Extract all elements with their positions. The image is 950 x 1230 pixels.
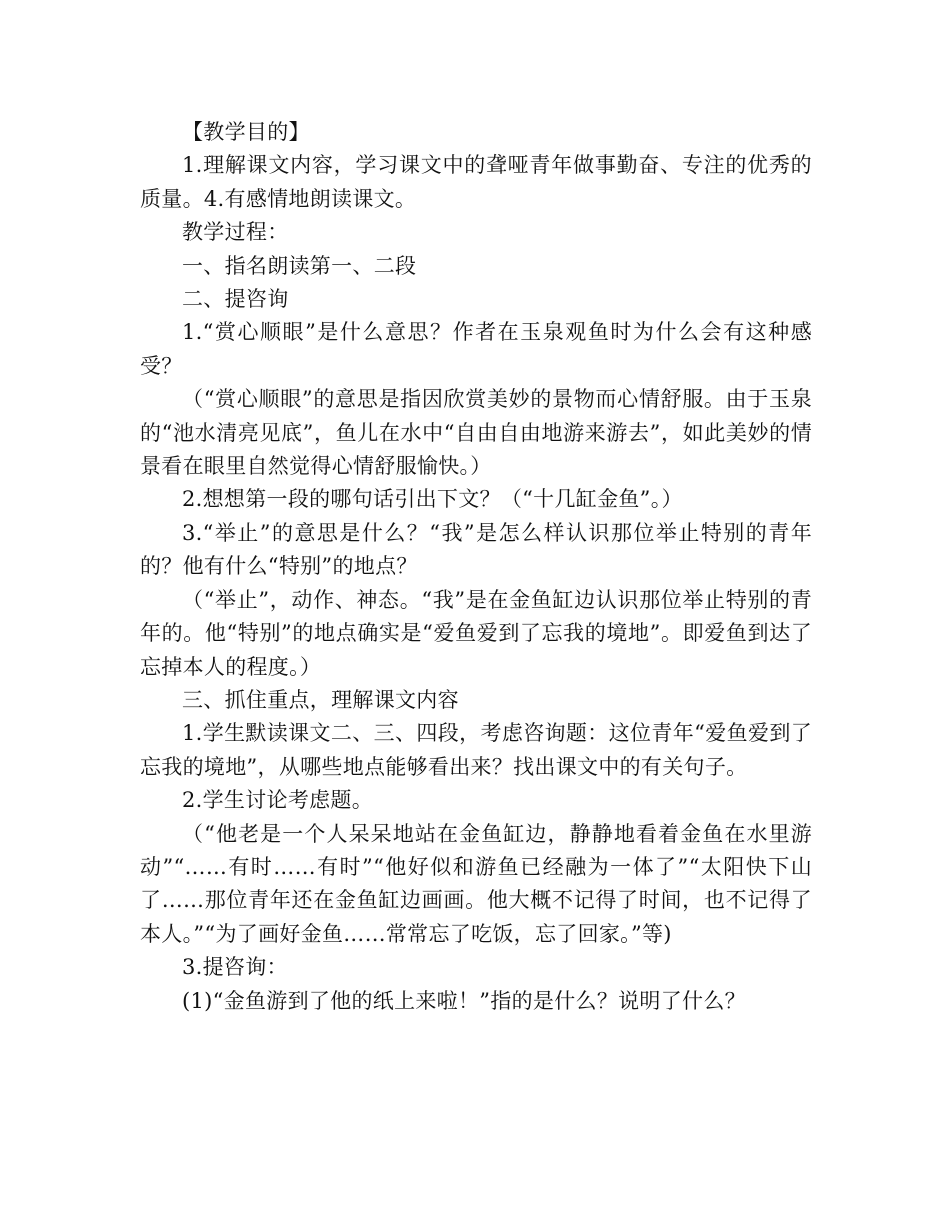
question-paragraph: 1.“赏心顺眼”是什么意思？作者在玉泉观鱼时为什么会有这种感受？ — [140, 320, 812, 378]
section-heading-objectives: 【教学目的】 — [182, 120, 310, 144]
answer-paragraph: （“他老是一个人呆呆地站在金鱼缸边，静静地看着金鱼在水里游动”“……有时……有时”“他好似和游鱼已经融为一体了”“太阳快下山了……那位青年还在金鱼缸边画画。他大概不记得了时间，也不记得了本人。”“为了画好金鱼……常常忘了吃饭，忘了回家。”等) — [140, 821, 813, 946]
paragraph: 3.提咨询： — [182, 955, 288, 980]
step-heading: 一、指名朗读第一、二段 — [182, 253, 417, 278]
question-paragraph: 2.想想第一段的哪句话引出下文？（“十几缸金鱼”。） — [182, 487, 683, 512]
document-body — [140, 116, 812, 1018]
question-paragraph: (1)“金鱼游到了他的纸上来啦！”指的是什么？说明了什么？ — [182, 988, 746, 1013]
answer-paragraph: （“赏心顺眼”的意思是指因欣赏美妙的景物而心情舒服。由于玉泉的“池水清亮见底”，鱼儿在水中“自由自由地游来游去”，如此美妙的情景看在眼里自然觉得心情舒服愉快。） — [140, 387, 812, 479]
step-heading: 三、抓住重点，理解课文内容 — [182, 687, 459, 712]
paragraph: 2.学生讨论考虑题。 — [182, 788, 374, 813]
paragraph: 1.学生默读课文二、三、四段，考虑咨询题：这位青年“爱鱼爱到了忘我的境地”，从哪些地点能够看出来？找出课文中的有关句子。 — [140, 721, 812, 779]
answer-paragraph: （“举止”，动作、神态。“我”是在金鱼缸边认识那位举止特别的青年的。他“特别”的地点确实是“爱鱼爱到了忘我的境地”。即爱鱼到达了忘掉本人的程度。） — [140, 587, 812, 679]
paragraph: 1.理解课文内容，学习课文中的聋哑青年做事勤奋、专注的优秀的质量。4.有感情地朗读课文。 — [140, 153, 812, 211]
section-heading-process: 教学过程： — [182, 220, 289, 245]
question-paragraph: 3.“举止”的意思是什么？“我”是怎么样认识那位举止特别的青年的？他有什么“特别”的地点？ — [140, 520, 812, 579]
step-heading: 二、提咨询 — [182, 287, 289, 312]
